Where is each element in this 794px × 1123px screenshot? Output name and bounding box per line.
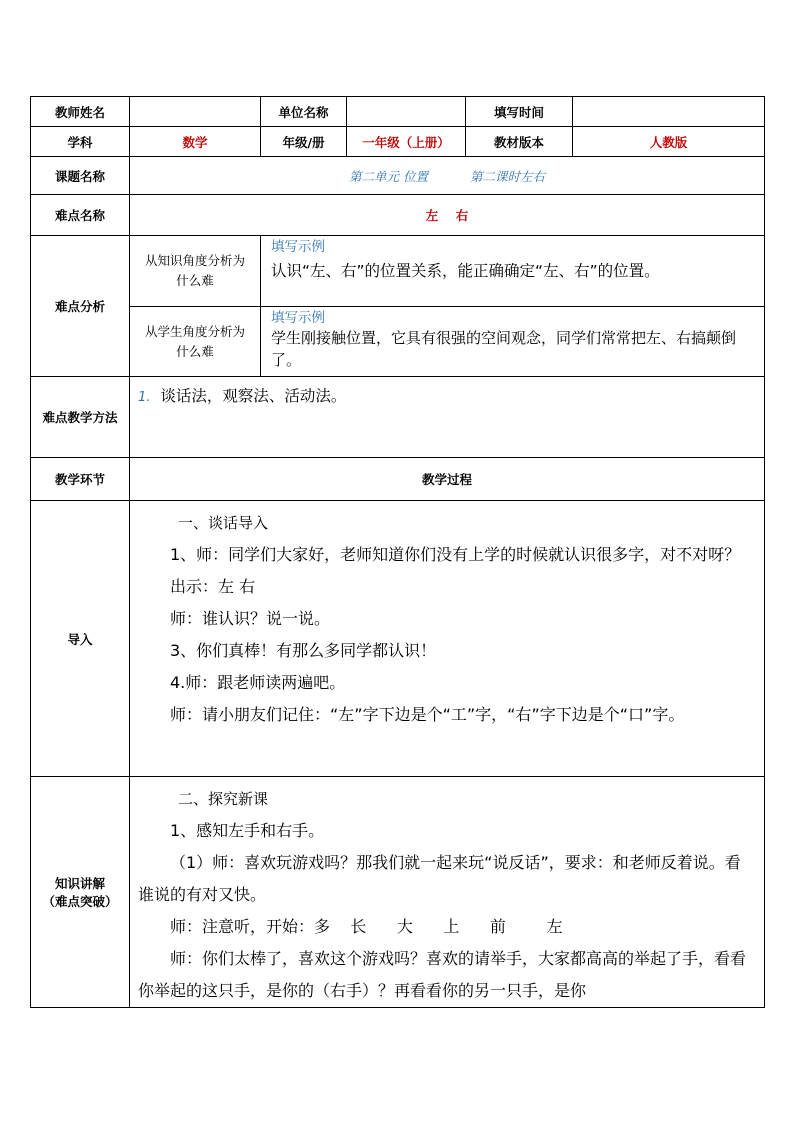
- student-angle-text: 学生刚接触位置，它具有很强的空间观念，同学们常常把左、右搞颠倒了。: [271, 329, 737, 369]
- knowledge-process-cell[interactable]: [130, 777, 765, 1008]
- row-intro: [31, 501, 765, 777]
- knowledge-angle-cell[interactable]: [261, 236, 765, 307]
- knowledge-angle-label-line1: 从知识角度分析为: [144, 253, 245, 268]
- intro-line-2: 1、师：同学们大家好，老师知道你们没有上学的时候就认识很多字，对不对呀？: [170, 545, 741, 564]
- knowledge-angle-label: [130, 236, 261, 307]
- teacher-name-value[interactable]: [130, 97, 261, 127]
- edition-value: 人教版: [573, 127, 765, 157]
- intro-line-1: 一、谈话导入: [178, 514, 269, 532]
- row-process-header: [31, 458, 765, 501]
- knowledge-line-1: 二、探究新课: [178, 790, 269, 808]
- knowledge-angle-text: 认识“左、右”的位置关系，能正确确定“左、右”的位置。: [271, 262, 660, 280]
- subject-value: 数学: [130, 127, 261, 157]
- row-basic-info: [31, 97, 765, 127]
- lesson-title-value: [130, 157, 765, 195]
- intro-line-5: 3、你们真棒！有那么多同学都认识！: [170, 641, 437, 660]
- lesson-form-table: [30, 96, 765, 1008]
- student-angle-label-line1: 从学生角度分析为: [144, 323, 245, 339]
- unit-name-label: 单位名称: [261, 97, 347, 127]
- intro-line-6: 4.师：跟老师读两遍吧。: [170, 673, 346, 692]
- knowledge-stage-label-line1: 知识讲解: [54, 876, 105, 891]
- intro-line-3: 出示：左 右: [170, 577, 256, 596]
- fill-date-value[interactable]: [573, 97, 765, 127]
- row-analysis-student: [31, 307, 765, 377]
- grade-label: 年级/册: [261, 127, 347, 157]
- method-number: 1.: [138, 390, 151, 405]
- fill-date-label: 填写时间: [466, 97, 573, 127]
- intro-stage-label: 导入: [31, 501, 130, 777]
- row-subject-info: [31, 127, 765, 157]
- teaching-method-cell[interactable]: [130, 377, 765, 458]
- teaching-stage-label: 教学环节: [31, 458, 130, 501]
- knowledge-example-label: 填写示例: [271, 239, 325, 255]
- row-knowledge: [31, 777, 765, 1008]
- lesson-unit: 第二单元 位置: [349, 168, 428, 184]
- knowledge-stage-label-line2: （难点突破）: [42, 894, 118, 909]
- teaching-process-label: 教学过程: [130, 458, 765, 501]
- subject-label: 学科: [31, 127, 130, 157]
- intro-process-cell[interactable]: [130, 501, 765, 777]
- knowledge-angle-label-line2: 什么难: [176, 273, 214, 288]
- row-lesson-title: [31, 157, 765, 195]
- grade-value: 一年级（上册）: [347, 127, 466, 157]
- row-analysis-knowledge: [31, 236, 765, 307]
- knowledge-line-5: 师：你们太棒了，喜欢这个游戏吗？喜欢的请举手，大家都高高的举起了手，看看你举起的这只手，是你的（右手）？再看看你的另一只手，是你: [138, 949, 747, 1000]
- unit-name-value[interactable]: [347, 97, 466, 127]
- teacher-name-label: 教师姓名: [31, 97, 130, 127]
- lesson-title-label: 课题名称: [31, 157, 130, 195]
- knowledge-line-3: （1）师：喜欢玩游戏吗？那我们就一起来玩“说反话”，要求：和老师反着说。看谁说的有对又快。: [138, 853, 741, 904]
- intro-line-4: 师：谁认识？说一说。: [170, 609, 331, 628]
- knowledge-stage-label: [31, 777, 130, 1008]
- difficulty-name-value: 左 右: [130, 195, 765, 236]
- teaching-method-label: 难点教学方法: [31, 377, 130, 458]
- student-angle-cell[interactable]: [261, 307, 765, 377]
- edition-label: 教材版本: [466, 127, 573, 157]
- student-angle-label-line2: 什么难: [176, 343, 214, 359]
- teaching-method-text: 谈话法，观察法、活动法。: [160, 387, 347, 405]
- row-difficulty-name: [31, 195, 765, 236]
- row-teaching-method: [31, 377, 765, 458]
- difficulty-name-label: 难点名称: [31, 195, 130, 236]
- lesson-period: 第二课时左右: [469, 168, 545, 184]
- knowledge-line-2: 1、感知左手和右手。: [170, 821, 325, 840]
- student-angle-label: [130, 307, 261, 377]
- knowledge-line-4: 师：注意听，开始：多 长 大 上 前 左: [170, 917, 563, 936]
- student-example-label: 填写示例: [271, 310, 325, 326]
- intro-line-7: 师：请小朋友们记住：“左”字下边是个“工”字，“右”字下边是个“口”字。: [170, 705, 685, 724]
- analysis-label: 难点分析: [31, 236, 130, 377]
